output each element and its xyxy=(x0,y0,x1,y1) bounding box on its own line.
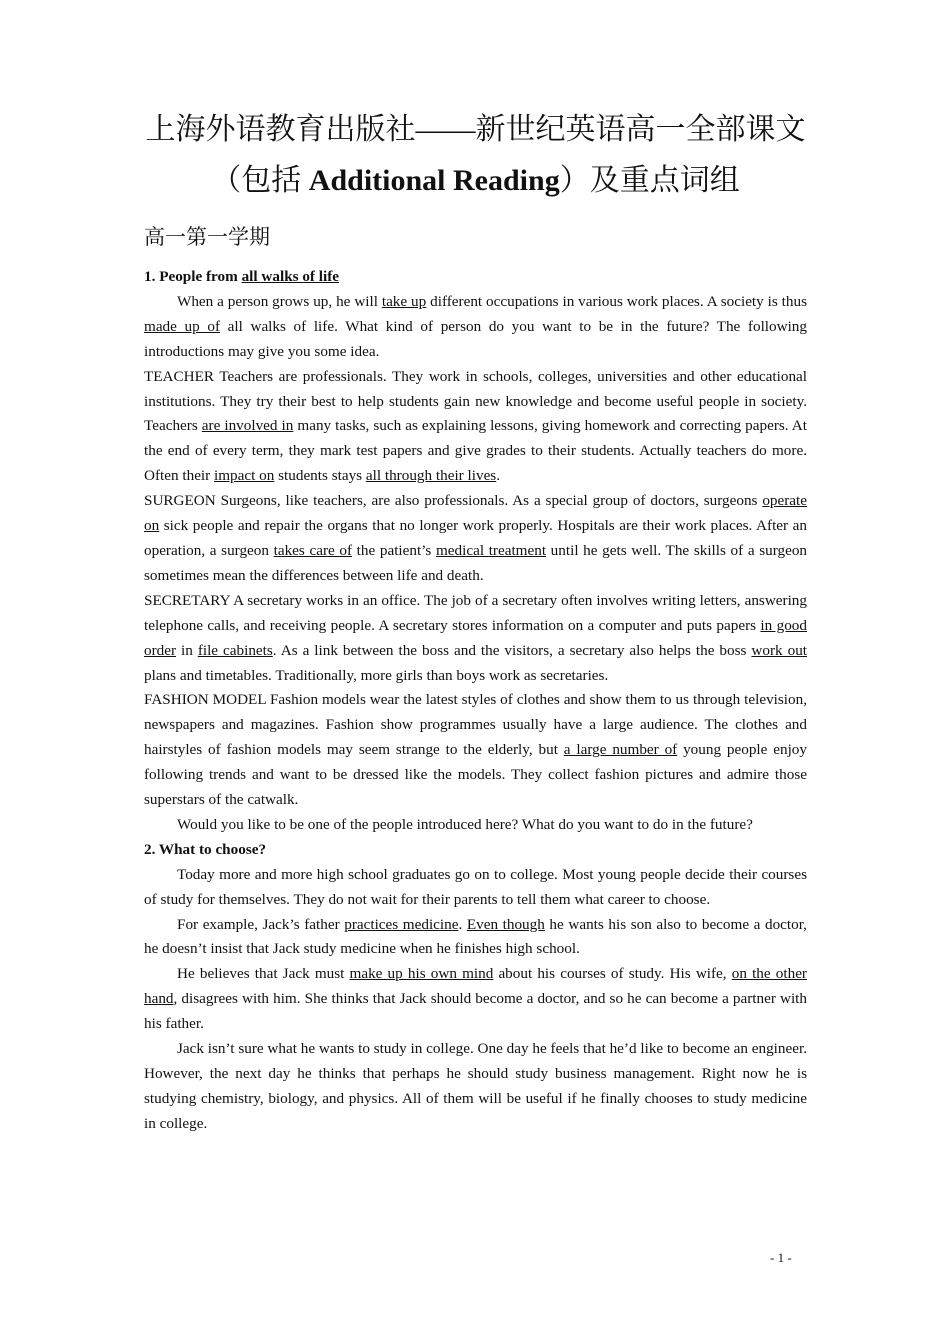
title-line2-prefix: （包括 xyxy=(211,164,309,197)
text-run: sick people and repair the organs that no longer work properly. Hospitals are their work places. After an operation, a surgeon xyxy=(144,517,807,559)
key-phrase: Even though xyxy=(466,915,545,933)
text-run: For example, Jack’s father xyxy=(177,915,345,933)
lesson2-paragraph-3 xyxy=(144,962,807,1037)
title-line2-bold: Additional Reading xyxy=(308,164,560,197)
key-phrase: all through their lives xyxy=(365,467,497,485)
key-phrase: file cabinets xyxy=(197,641,273,659)
text-run: plans and timetables. Traditionally, more girls than boys work as secretaries. xyxy=(144,666,609,684)
key-phrase: impact on xyxy=(214,467,275,485)
text-run: students stays xyxy=(274,467,366,485)
key-phrase: are involved in xyxy=(201,417,294,435)
lesson1-surgeon xyxy=(144,489,807,589)
key-phrase: a large number of xyxy=(563,741,678,759)
title-line2-suffix: ）及重点词组 xyxy=(559,164,740,197)
lesson1-heading xyxy=(144,265,807,290)
text-run: He believes that Jack must xyxy=(177,965,350,983)
key-phrase: practices medicine xyxy=(344,915,459,933)
text-run: he wants his son also to become a doctor, he doesn’t insist that Jack study medicine when he finishes high school. xyxy=(144,915,807,958)
text-run: FASHION MODEL Fashion models wear the latest styles of clothes and show them to us through television, newspapers and magazines. Fashion show programmes usually have a large audience. The clothes and hairstyles of fashion models may seem strange to the elderly, but xyxy=(144,691,807,759)
lesson1-teacher xyxy=(144,365,807,490)
key-phrase: work out xyxy=(751,641,808,659)
page-number: - 1 - xyxy=(770,1250,792,1265)
key-phrase: takes care of xyxy=(273,541,353,559)
text-run: the patient’s xyxy=(352,541,436,559)
text-run: young people enjoy following trends and want to be dressed like the models. They collect fashion pictures and admire those superstars of the catwalk. xyxy=(144,741,807,809)
text-run: When a person grows up, he will xyxy=(177,292,382,310)
key-phrase: on the other hand xyxy=(144,965,807,1008)
lesson1-closing: Would you like to be one of the people introduced here? What do you want to do in the future? xyxy=(177,815,753,833)
key-phrase: in good order xyxy=(144,616,807,659)
lesson-text xyxy=(144,265,807,1137)
lesson2-paragraph-2 xyxy=(144,913,807,963)
text-run: , disagrees with him. She thinks that Jack should become a doctor, and so he can become a partner with his father. xyxy=(144,990,807,1033)
lesson1-fashion-model xyxy=(144,688,807,813)
text-run: in xyxy=(176,641,198,659)
lesson1-heading-text: 1. People from xyxy=(144,268,242,285)
lesson1-intro xyxy=(144,290,807,365)
lesson2-paragraph-4: Jack isn’t sure what he wants to study in college. One day he feels that he’d like to become an engineer. However, the next day he thinks that perhaps he should study business management. Right now he is studying chemistry, biology, and physics. All of them will be useful if he finally chooses to study medicine in college. xyxy=(144,1040,807,1132)
text-run: all walks of life. What kind of person do you want to be in the future? The following introductions may give you some idea. xyxy=(144,317,807,360)
text-run: SECRETARY A secretary works in an office. The job of a secretary often involves writing letters, answering telephone calls, and receiving people. A secretary stores information on a computer and puts papers xyxy=(144,591,807,634)
lesson2-heading: 2. What to choose? xyxy=(144,840,267,858)
semester-heading: 高一第一学期 xyxy=(144,225,270,249)
text-run: SURGEON Surgeons, like teachers, are also professionals. As a special group of doctors, surgeons xyxy=(144,492,763,510)
text-run: . xyxy=(496,467,501,485)
key-phrase: operate on xyxy=(144,492,807,535)
text-run: many tasks, such as explaining lessons, giving homework and correcting papers. At the end of every term, they mark test papers and give grades to their students. Actually teachers do more. Often their xyxy=(144,417,807,485)
text-run: about his courses of study. His wife, xyxy=(493,965,732,983)
lesson1-heading-phrase: all walks of life xyxy=(241,268,340,285)
text-run: TEACHER Teachers are professionals. They work in schools, colleges, universities and other educational institutions. They try their best to help students gain new knowledge and become useful people in society. Teachers xyxy=(144,367,807,435)
text-run: . xyxy=(458,915,467,933)
document-title-line2 xyxy=(144,161,807,201)
key-phrase: medical treatment xyxy=(435,541,547,559)
text-run: . As a link between the boss and the visitors, a secretary also helps the boss xyxy=(272,641,752,659)
key-phrase: made up of xyxy=(144,317,221,335)
text-run: until he gets well. The skills of a surgeon sometimes mean the differences between life and death. xyxy=(144,541,808,584)
key-phrase: make up his own mind xyxy=(349,965,494,983)
text-run: different occupations in various work places. A society is thus xyxy=(426,292,807,310)
document-title-line1: 上海外语教育出版社——新世纪英语高一全部课文 xyxy=(145,113,806,146)
lesson1-secretary xyxy=(144,589,807,689)
lesson2-paragraph-1: Today more and more high school graduates go on to college. Most young people decide their courses of study for themselves. They do not wait for their parents to tell them what career to choose. xyxy=(144,865,807,908)
key-phrase: take up xyxy=(381,292,427,310)
